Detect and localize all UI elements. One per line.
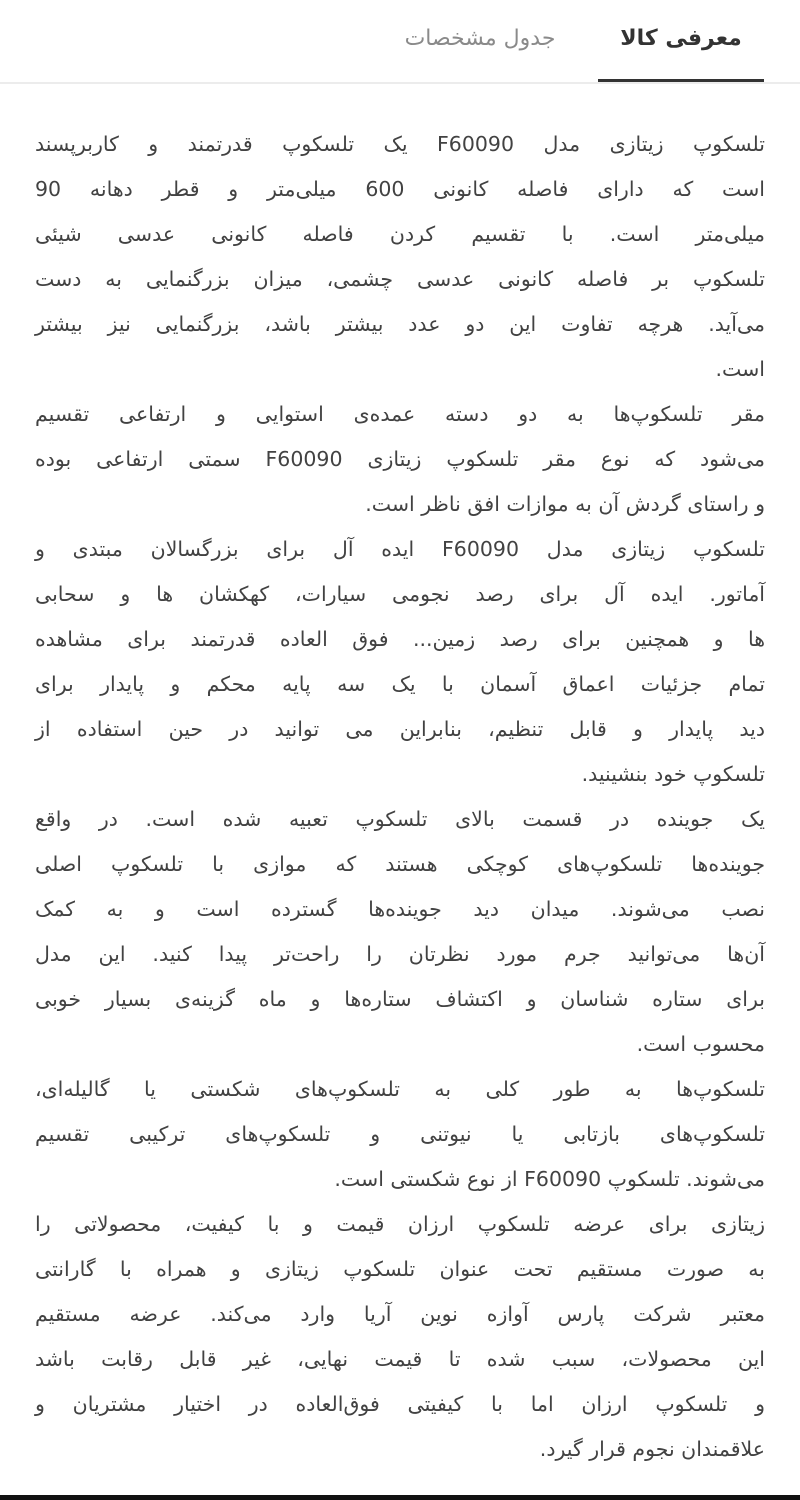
- description-line: تلسکوپ‌های بازتابی یا نیوتنی و تلسکوپ‌های ترکیبی تقسیم: [35, 1122, 765, 1146]
- description-paragraph: [35, 122, 765, 392]
- description-line: نصب می‌شوند. میدان دید جوینده‌ها گسترده است و به کمک: [35, 897, 765, 921]
- description-line: آن‌ها می‌توانید جرم مورد نظرتان را راحت‌تر پیدا کنید. این مدل: [35, 942, 765, 966]
- tab-specifications[interactable]: جدول مشخصات: [404, 26, 556, 51]
- tab-product-intro[interactable]: معرفی کالا: [598, 26, 764, 82]
- description-line: یک جوینده در قسمت بالای تلسکوپ تعبیه شده است. در واقع: [35, 807, 765, 831]
- description-line: می‌شوند. تلسکوپ F60090 از نوع شکستی است.: [334, 1167, 765, 1191]
- description-line: جوینده‌ها تلسکوپ‌های کوچکی هستند که موازی با تلسکوپ اصلی: [35, 852, 765, 876]
- description-paragraph: [35, 1202, 765, 1472]
- description-line: به صورت مستقیم تحت عنوان تلسکوپ زیتازی و همراه با گارانتی: [35, 1257, 765, 1281]
- description-line: تلسکوپ بر فاصله کانونی عدسی چشمی، میزان بزرگنمایی به دست: [35, 267, 765, 291]
- description-line: تلسکوپ زیتازی مدل F60090 ایده آل برای بزرگسالان مبتدی و: [35, 537, 765, 561]
- description-line: مقر تلسکوپ‌ها به دو دسته عمده‌ی استوایی و ارتفاعی تقسیم: [35, 402, 765, 426]
- description-line: زیتازی برای عرضه تلسکوپ ارزان قیمت و با کیفیت، محصولاتی را: [35, 1212, 765, 1236]
- description-line: است که دارای فاصله کانونی 600 میلی‌متر و قطر دهانه 90: [35, 177, 766, 201]
- product-description: [35, 122, 765, 1472]
- description-line: تلسکوپ خود بنشینید.: [581, 762, 765, 786]
- description-line: معتبر شرکت پارس آوازه نوین آریا وارد می‌کند. عرضه مستقیم: [35, 1302, 765, 1326]
- description-line: تلسکوپ زیتازی مدل F60090 یک تلسکوپ قدرتمند و کاربرپسند: [35, 132, 765, 156]
- description-line: است.: [715, 357, 765, 381]
- description-line: دید پایدار و قابل تنظیم، بنابراین می توانید در حین استفاده از: [35, 717, 765, 741]
- description-paragraph: [35, 797, 765, 1067]
- description-line: این محصولات، سبب شده تا قیمت نهایی، غیر قابل رقابت باشد: [35, 1347, 765, 1371]
- description-line: تمام جزئیات اعماق آسمان با یک سه پایه محکم و پایدار برای: [35, 672, 765, 696]
- bottom-edge: [0, 1495, 800, 1500]
- description-line: تلسکوپ‌ها به طور کلی به تلسکوپ‌های شکستی یا گالیله‌ای،: [35, 1077, 765, 1101]
- description-paragraph: [35, 527, 765, 797]
- description-line: می‌آید. هرچه تفاوت این دو عدد بیشتر باشد، بزرگنمایی نیز بیشتر: [35, 312, 765, 336]
- description-paragraph: [35, 1067, 765, 1202]
- description-line: و تلسکوپ ارزان اما با کیفیتی فوق‌العاده در اختیار مشتریان و: [35, 1392, 765, 1416]
- description-line: ها و همچنین برای رصد زمین... فوق العاده قدرتمند برای مشاهده: [35, 627, 765, 651]
- description-line: محسوب است.: [636, 1032, 765, 1056]
- description-line: علاقمندان نجوم قرار گیرد.: [539, 1437, 765, 1461]
- tab-bar: [0, 0, 800, 84]
- description-line: برای ستاره شناسان و اکتشاف ستاره‌ها و ماه گزینه‌ی بسیار خوبی: [35, 987, 765, 1011]
- description-line: آماتور. ایده آل برای رصد نجومی سیارات، کهکشان ها و سحابی: [35, 582, 765, 606]
- description-line: میلی‌متر است. با تقسیم کردن فاصله کانونی عدسی شیئی: [35, 222, 765, 246]
- description-line: می‌شود که نوع مقر تلسکوپ زیتازی F60090 سمتی ارتفاعی بوده: [35, 447, 765, 471]
- description-paragraph: [35, 392, 765, 527]
- description-line: و راستای گردش آن به موازات افق ناظر است.: [365, 492, 765, 516]
